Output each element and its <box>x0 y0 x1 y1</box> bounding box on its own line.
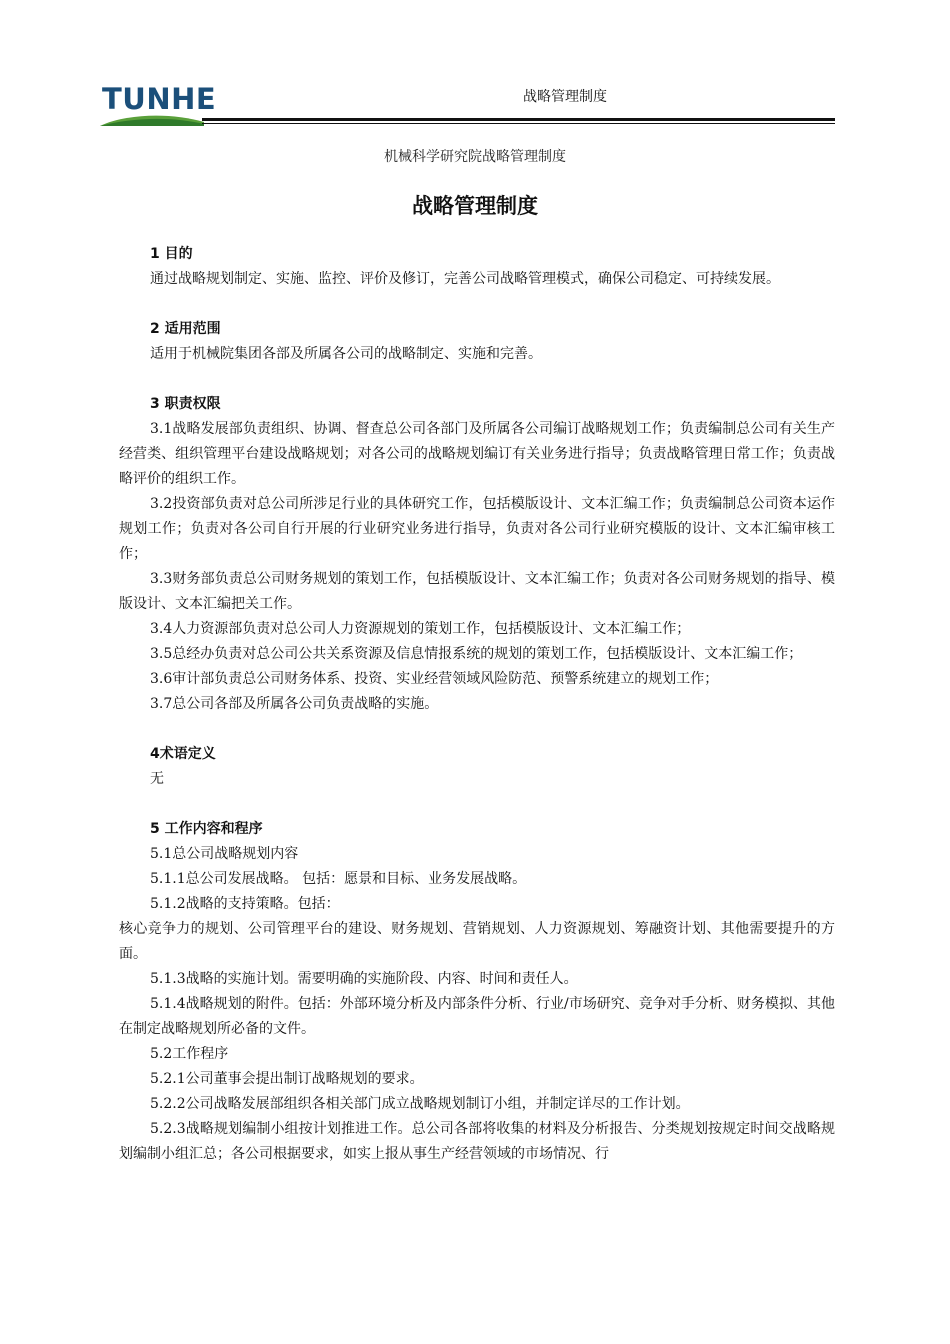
paragraph: 3.3财务部负责总公司财务规划的策划工作，包括模版设计、文本汇编工作；负责对各公司财务规划的指导、模版设计、文本汇编把关工作。 <box>119 571 835 612</box>
section-heading-scope: 2 适用范围 <box>150 321 221 337</box>
section-heading-procedures: 5 工作内容和程序 <box>150 821 263 837</box>
paragraph: 5.1.3战略的实施计划。需要明确的实施阶段、内容、时间和责任人。 <box>150 971 578 987</box>
paragraph: 通过战略规划制定、实施、监控、评价及修订，完善公司战略管理模式，确保公司稳定、可持续发展。 <box>150 271 780 287</box>
document-title: 战略管理制度 <box>412 194 538 218</box>
section-heading-definitions: 4术语定义 <box>150 746 216 762</box>
section-heading-responsibilities: 3 职责权限 <box>150 396 221 412</box>
document-subtitle: 机械科学研究院战略管理制度 <box>384 149 566 165</box>
paragraph: 3.2投资部负责对总公司所涉足行业的具体研究工作，包括模版设计、文本汇编工作；负责编制总公司资本运作规划工作；负责对各公司自行开展的行业研究业务进行指导，负责对各公司行业研究模版的设计、文本汇编审核工作； <box>119 496 835 562</box>
paragraph: 5.1.2战略的支持策略。包括： <box>150 896 340 912</box>
paragraph: 核心竞争力的规划、公司管理平台的建设、财务规划、营销规划、人力资源规划、筹融资计划、其他需要提升的方面。 <box>119 921 835 962</box>
header-rule-thick <box>202 118 835 121</box>
paragraph: 5.1总公司战略规划内容 <box>150 846 299 862</box>
section-heading-purpose: 1 目的 <box>150 246 193 262</box>
paragraph: 5.1.4战略规划的附件。包括：外部环境分析及内部条件分析、行业/市场研究、竞争对手分析、财务模拟、其他在制定战略规划所必备的文件。 <box>119 996 835 1037</box>
logo-text: TUNHE <box>102 82 217 116</box>
document-body <box>119 242 835 1167</box>
header-title: 战略管理制度 <box>523 89 607 105</box>
paragraph: 5.2.2公司战略发展部组织各相关部门成立战略规划制订小组，并制定详尽的工作计划。 <box>150 1096 690 1112</box>
paragraph: 3.6审计部负责总公司财务体系、投资、实业经营领域风险防范、预警系统建立的规划工作； <box>150 671 719 687</box>
paragraph: 3.7总公司各部及所属各公司负责战略的实施。 <box>150 696 439 712</box>
header-rule-thin <box>202 123 835 124</box>
paragraph: 3.5总经办负责对总公司公共关系资源及信息情报系统的规划的策划工作，包括模版设计、文本汇编工作； <box>150 646 803 662</box>
paragraph: 5.2.1公司董事会提出制订战略规划的要求。 <box>150 1071 424 1087</box>
page-header <box>0 0 950 135</box>
paragraph: 5.1.1总公司发展战略。 包括：愿景和目标、业务发展战略。 <box>150 871 527 887</box>
paragraph: 适用于机械院集团各部及所属各公司的战略制定、实施和完善。 <box>150 346 542 362</box>
logo-hill-icon <box>100 110 204 126</box>
paragraph: 5.2.3战略规划编制小组按计划推进工作。总公司各部将收集的材料及分析报告、分类规划按规定时间交战略规划编制小组汇总；各公司根据要求，如实上报从事生产经营领域的市场情况、行 <box>119 1121 835 1162</box>
paragraph: 无 <box>150 771 164 787</box>
paragraph: 3.1战略发展部负责组织、协调、督查总公司各部门及所属各公司编订战略规划工作；负责编制总公司有关生产经营类、组织管理平台建设战略规划；对各公司的战略规划编订有关业务进行指导；负责战略管理日常工作；负责战略评价的组织工作。 <box>119 421 835 487</box>
paragraph: 5.2工作程序 <box>150 1046 229 1062</box>
paragraph: 3.4人力资源部负责对总公司人力资源规划的策划工作，包括模版设计、文本汇编工作； <box>150 621 691 637</box>
